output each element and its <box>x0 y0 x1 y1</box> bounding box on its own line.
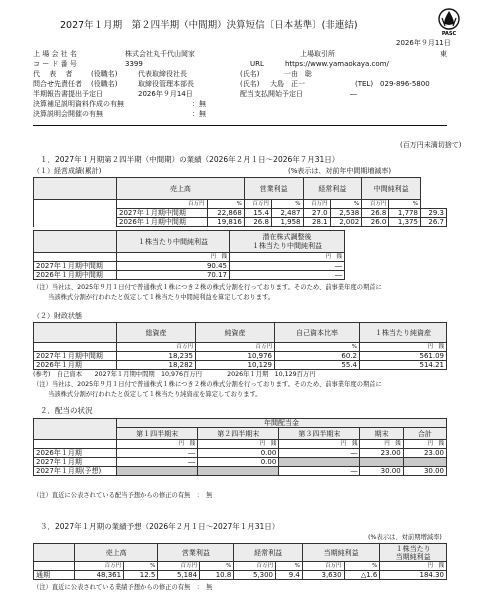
value-cell: 70.17 <box>117 271 230 280</box>
rep-title: 代表取締役社長 <box>138 70 187 78</box>
row-label: 2027年１月期中間期 <box>34 352 117 361</box>
header-diluted-eps: 潜在株式調整後 １株当たり中間純利益 <box>230 231 345 253</box>
contact-label: 問合せ先責任者 <box>33 80 82 88</box>
listed-company-name: 株式会社丸千代山岡家 <box>125 50 195 58</box>
fin-note-line1: （注）当社は、2025年９月１日付で普通株式１株につき２株の株式分割を行っております。そのため、前事業年度の期首に <box>33 381 382 388</box>
row-label: 2027年１月期 <box>34 458 117 467</box>
value-cell: 561.09 <box>360 352 447 361</box>
label-cell <box>34 343 117 352</box>
header-year-end: 期末 <box>360 428 403 440</box>
label-cell <box>34 253 117 262</box>
table-row <box>34 352 447 361</box>
unit-cell: % <box>275 343 360 352</box>
fin-note-line2: 当該株式分割が行われたと仮定して１株当たり純資産を算定しております。 <box>48 391 262 398</box>
value-cell: 10,976 <box>196 352 275 361</box>
representative-label: 代 表 者 <box>33 70 73 78</box>
table-header-row <box>34 323 447 343</box>
code-label: コ ー ド 番 号 <box>33 60 77 68</box>
dividend-note: （注）直近に公表されている配当予想からの修正の有無 ： 無 <box>33 492 213 499</box>
value-cell: 9.4 <box>276 571 303 580</box>
company-logo <box>436 8 462 36</box>
value-cell: 60.2 <box>275 352 360 361</box>
row-label: 2026年１月期中間期 <box>34 271 117 280</box>
table-row <box>34 271 345 280</box>
unit-cell: 円 銭 <box>380 562 447 571</box>
table-row <box>34 449 447 458</box>
equity-reference: (参考) 自己資本 2027年１月期中間期 10,976百万円 2026年１月期 10,129百万円 <box>33 371 316 378</box>
unit-cell: 円 銭 <box>117 253 230 262</box>
value-cell: 10,129 <box>196 361 275 370</box>
value-cell: 0.00 <box>198 458 279 467</box>
header-annual-dividend: 年間配当金 <box>117 419 447 428</box>
header-ordinary-income: 経常利益 <box>234 544 303 562</box>
value-cell: 0.00 <box>198 449 279 458</box>
header-sales: 売上高 <box>75 544 158 562</box>
header-eps: １株当たり中間純利益 <box>117 231 230 253</box>
financial-position-table <box>33 322 447 370</box>
header-eps: １株当たり 当期純利益 <box>380 544 447 562</box>
table-row <box>34 458 447 467</box>
value-cell: 26.8 <box>362 209 389 218</box>
table-row <box>34 361 447 370</box>
contact-name: 大島 正一 <box>270 80 305 88</box>
value-cell: 30.00 <box>403 467 446 476</box>
value-cell: 1,375 <box>389 218 421 227</box>
corner-cell <box>34 544 75 562</box>
report-date-label: 半期報告書提出予定日 <box>33 90 103 98</box>
value-cell: 514.21 <box>360 361 447 370</box>
operating-results-title: （１）経営成績(累計) <box>33 167 102 175</box>
unit-cell: 百万円 <box>234 562 276 571</box>
exchange-label: 上場取引所 <box>300 50 335 58</box>
value-cell <box>117 467 198 476</box>
header-equity-ratio: 自己資本比率 <box>275 323 360 343</box>
value-cell: 5,300 <box>234 571 276 580</box>
value-cell <box>279 458 360 467</box>
value-cell: 19,816 <box>207 218 244 227</box>
financial-position-title: （２）財政状態 <box>33 312 82 320</box>
value-cell: ― <box>230 262 345 271</box>
section3-title: ３．2027年１月期の業績予想（2026年２月１日～2027年１月31日） <box>40 522 280 531</box>
unit-cell: 百万円 <box>362 200 389 209</box>
value-cell <box>198 467 279 476</box>
release-date: 2026年９月11日 <box>396 39 451 47</box>
value-cell: 30.00 <box>360 467 403 476</box>
value-cell: 90.45 <box>117 262 230 271</box>
value-cell: 26.8 <box>244 218 271 227</box>
value-cell: 23.00 <box>360 449 403 458</box>
unit-cell: 円 銭 <box>198 440 279 449</box>
value-cell: 23.00 <box>403 449 446 458</box>
exchange-value: 東 <box>440 50 447 58</box>
unit-cell: 円 銭 <box>279 440 360 449</box>
forecast-table <box>33 543 447 580</box>
table-row <box>34 253 345 262</box>
value-cell: 26.0 <box>362 218 389 227</box>
operating-results-table <box>33 177 447 227</box>
header-net-assets: 純資産 <box>196 323 275 343</box>
unit-cell: % <box>276 562 303 571</box>
unit-cell: % <box>389 200 421 209</box>
table-header-row <box>34 419 447 428</box>
table-row <box>34 571 447 580</box>
supplementary-label: 決算補足説明資料作成の有無 <box>33 100 124 108</box>
row-label: 2026年１月期 <box>34 449 117 458</box>
unit-cell: 百万円 <box>117 200 208 209</box>
value-cell: ― <box>279 449 360 458</box>
rep-name-label: (氏名) <box>240 70 260 78</box>
eps-table <box>33 230 345 280</box>
unit-cell: % <box>271 200 303 209</box>
value-cell: △1.6 <box>344 571 380 580</box>
rep-name: 一由 聡 <box>284 70 312 78</box>
eps-note-line2: 当該株式分割が行われたと仮定して１株当たり中間純利益を算定しております。 <box>48 294 275 301</box>
unit-cell: 百万円 <box>158 562 200 571</box>
table-row <box>34 200 447 209</box>
contact-name-label: (氏名) <box>240 80 260 88</box>
table-header-row <box>34 231 345 253</box>
contact-title-label: (役職名) <box>91 80 118 88</box>
value-cell: 29.3 <box>420 209 446 218</box>
corner-cell <box>34 178 117 200</box>
value-cell: 184.30 <box>380 571 447 580</box>
unit-cell: % <box>207 200 244 209</box>
value-cell: 18,235 <box>117 352 196 361</box>
label-cell <box>34 562 75 571</box>
header-ordinary-income: 経常利益 <box>303 178 362 200</box>
table-row <box>34 440 447 449</box>
section2-title: ２．配当の状況 <box>40 406 93 415</box>
table-header-row <box>34 178 447 200</box>
unit-cell: 百万円 <box>302 562 344 571</box>
rep-title-label: (役職名) <box>91 70 118 78</box>
value-cell: 3,630 <box>302 571 344 580</box>
dividend-start-value: ― <box>350 90 357 98</box>
header-sales: 売上高 <box>117 178 245 200</box>
table-row <box>34 343 447 352</box>
report-date-value: 2026年９月14日 <box>138 90 193 98</box>
value-cell: 2,538 <box>330 209 362 218</box>
value-cell: 27.0 <box>303 209 330 218</box>
value-cell: 26.7 <box>420 218 446 227</box>
unit-cell: 百万円 <box>75 562 124 571</box>
company-url-link[interactable]: https://www.yamaokaya.com/ <box>285 60 389 68</box>
contact-title: 取締役管理本部長 <box>138 80 194 88</box>
unit-cell: 百万円 <box>244 200 271 209</box>
eps-note-line1: （注）当社は、2025年９月１日付で普通株式１株につき２株の株式分割を行っております。そのため、前事業年度の期首に <box>33 284 382 291</box>
section1-title: １．2027年１月期第２四半期（中間期）の業績（2026年２月１日～2026年７月31日） <box>40 155 340 164</box>
row-label: 2026年１月期 <box>34 361 117 370</box>
unit-cell: % <box>330 200 362 209</box>
header-q1: 第１四半期末 <box>117 428 198 440</box>
page-title: 2027年１月期 第２四半期（中間期）決算短信〔日本基準〕(非連結) <box>60 20 358 31</box>
value-cell: 1,958 <box>271 218 303 227</box>
value-cell <box>403 458 446 467</box>
dividend-table <box>33 418 447 476</box>
header-net-income: 中間純利益 <box>362 178 421 200</box>
row-label: 2026年１月期中間期 <box>117 218 208 227</box>
logo-text: PASC <box>441 31 457 36</box>
contact-tel: (TEL) 029-896-5800 <box>355 80 430 88</box>
header-operating-income: 営業利益 <box>158 544 234 562</box>
value-cell: 5,184 <box>158 571 200 580</box>
corner-cell <box>34 419 117 440</box>
header-total: 合計 <box>403 428 446 440</box>
dividend-start-label: 配当支払開始予定日 <box>240 90 303 98</box>
header-operating-income: 営業利益 <box>244 178 303 200</box>
unit-cell: 円 銭 <box>230 253 345 262</box>
value-cell: 22,868 <box>207 209 244 218</box>
label-cell <box>34 200 117 227</box>
header-total-assets: 総資産 <box>117 323 196 343</box>
value-cell: ― <box>117 449 198 458</box>
briefing-value: ：無 <box>192 110 206 118</box>
value-cell: 55.4 <box>275 361 360 370</box>
forecast-footer-note: （注）直近に公表されている業績予想からの修正の有無 ： 無 <box>33 584 213 591</box>
header-bps: １株当たり純資産 <box>360 323 447 343</box>
rounding-note: (百万円未満切捨て) <box>400 141 462 149</box>
header-q3: 第３四半期末 <box>279 428 360 440</box>
supplementary-value: ：無 <box>192 100 206 108</box>
unit-cell: 百万円 <box>196 343 275 352</box>
briefing-label: 決算説明会開催の有無 <box>33 110 103 118</box>
table-row <box>34 562 447 571</box>
unit-cell: 円 銭 <box>403 440 446 449</box>
row-label: 2027年１月期(予想) <box>34 467 117 476</box>
row-label: 通期 <box>34 571 75 580</box>
forecast-note: (%表示は、対前期増減率) <box>368 534 442 541</box>
unit-cell: % <box>124 562 158 571</box>
value-cell: 12.5 <box>124 571 158 580</box>
value-cell: ― <box>230 271 345 280</box>
value-cell: 15.4 <box>244 209 271 218</box>
value-cell: ― <box>279 467 360 476</box>
value-cell: 48,361 <box>75 571 124 580</box>
table-row <box>34 467 447 476</box>
row-label: 2027年１月期中間期 <box>117 209 208 218</box>
listed-company-label: 上 場 会 社 名 <box>33 50 77 58</box>
unit-cell: 円 銭 <box>360 343 447 352</box>
table-row <box>34 262 345 271</box>
url-label: URL <box>250 60 264 68</box>
value-cell: 18,282 <box>117 361 196 370</box>
row-label: 2027年１月期中間期 <box>34 262 117 271</box>
divider <box>33 125 447 126</box>
value-cell: 2,487 <box>271 209 303 218</box>
operating-results-note: (%表示は、対前年中間期増減率) <box>288 167 392 175</box>
unit-cell: 円 銭 <box>360 440 403 449</box>
corner-cell <box>34 323 117 343</box>
unit-cell: 円 銭 <box>117 440 198 449</box>
value-cell: 10.8 <box>200 571 234 580</box>
value-cell: 1,778 <box>389 209 421 218</box>
unit-cell: % <box>344 562 380 571</box>
corner-cell <box>34 231 117 253</box>
unit-cell: % <box>200 562 234 571</box>
code-value: 3399 <box>125 60 143 68</box>
table-header-row <box>34 544 447 562</box>
label-cell <box>34 440 117 449</box>
value-cell: 28.1 <box>303 218 330 227</box>
unit-cell: 百万円 <box>303 200 330 209</box>
value-cell: 2,002 <box>330 218 362 227</box>
header-net-income: 当期純利益 <box>302 544 380 562</box>
unit-cell: 百万円 <box>117 343 196 352</box>
value-cell <box>360 458 403 467</box>
value-cell: ― <box>117 458 198 467</box>
header-q2: 第２四半期末 <box>198 428 279 440</box>
